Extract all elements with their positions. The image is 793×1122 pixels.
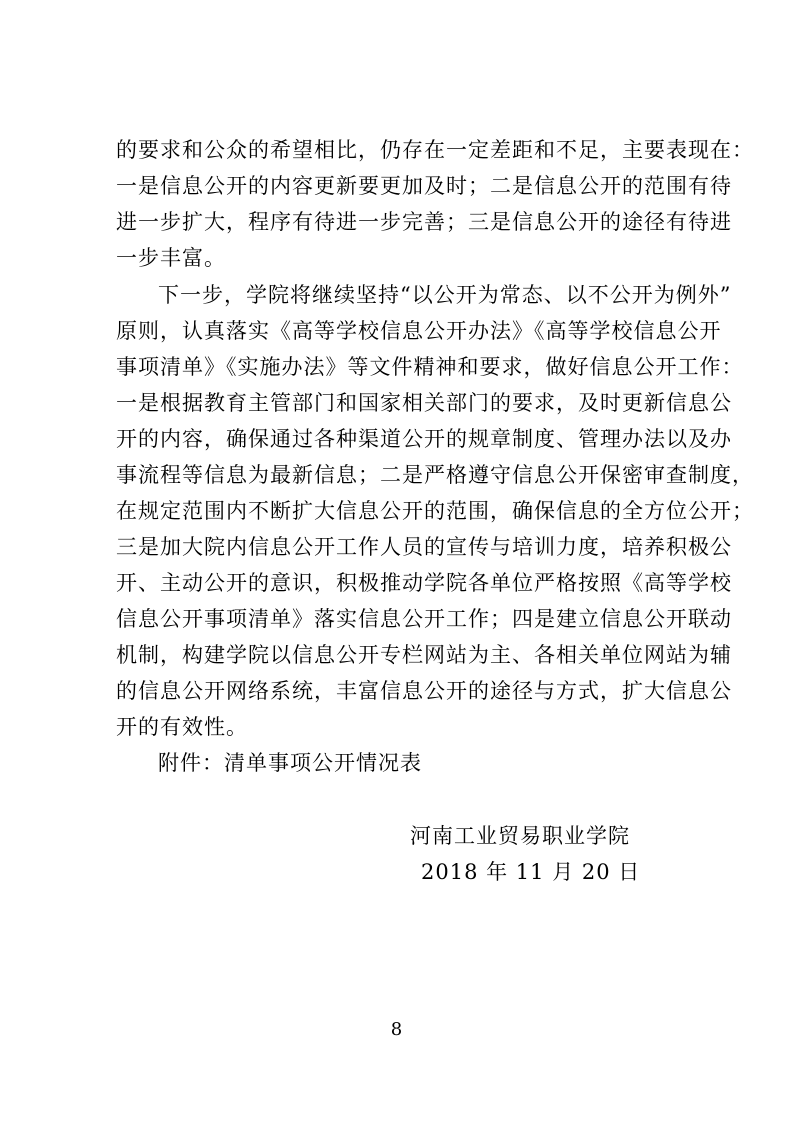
- body-line: 一是信息公开的内容更新要更加及时；二是信息公开的范围有待: [116, 174, 732, 198]
- body-line: 事项清单》《实施办法》等文件精神和要求，做好信息公开工作：: [116, 355, 744, 379]
- page-number: 8: [390, 1019, 403, 1040]
- body-line: 一步丰富。: [116, 246, 226, 270]
- body-line: 信息公开事项清单》落实信息公开工作；四是建立信息公开联动: [116, 607, 732, 631]
- signature-date: 2018 年 11 月 20 日: [421, 860, 641, 884]
- body-line: 下一步，学院将继续坚持“以公开为常态、以不公开为例外”: [158, 283, 732, 307]
- body-line: 进一步扩大，程序有待进一步完善；三是信息公开的途径有待进: [116, 210, 732, 234]
- body-line: 事流程等信息为最新信息；二是严格遵守信息公开保密审查制度，: [116, 463, 754, 487]
- attachment-line: 附件：清单事项公开情况表: [158, 751, 422, 775]
- body-line: 的信息公开网络系统，丰富信息公开的途径与方式，扩大信息公: [116, 679, 732, 703]
- body-line: 开、主动公开的意识，积极推动学院各单位严格按照《高等学校: [116, 571, 732, 595]
- body-line: 开的内容，确保通过各种渠道公开的规章制度、管理办法以及办: [116, 427, 732, 451]
- body-line: 一是根据教育主管部门和国家相关部门的要求，及时更新信息公: [116, 391, 732, 415]
- signature-org: 河南工业贸易职业学院: [410, 824, 630, 848]
- body-line: 原则，认真落实《高等学校信息公开办法》《高等学校信息公开: [116, 319, 722, 343]
- body-line: 机制，构建学院以信息公开专栏网站为主、各相关单位网站为辅: [116, 643, 732, 667]
- body-line: 三是加大院内信息公开工作人员的宣传与培训力度，培养积极公: [116, 535, 732, 559]
- body-line: 在规定范围内不断扩大信息公开的范围，确保信息的全方位公开；: [116, 499, 754, 523]
- body-line: 的要求和公众的希望相比，仍存在一定差距和不足，主要表现在：: [116, 138, 754, 162]
- body-line: 开的有效性。: [116, 715, 248, 739]
